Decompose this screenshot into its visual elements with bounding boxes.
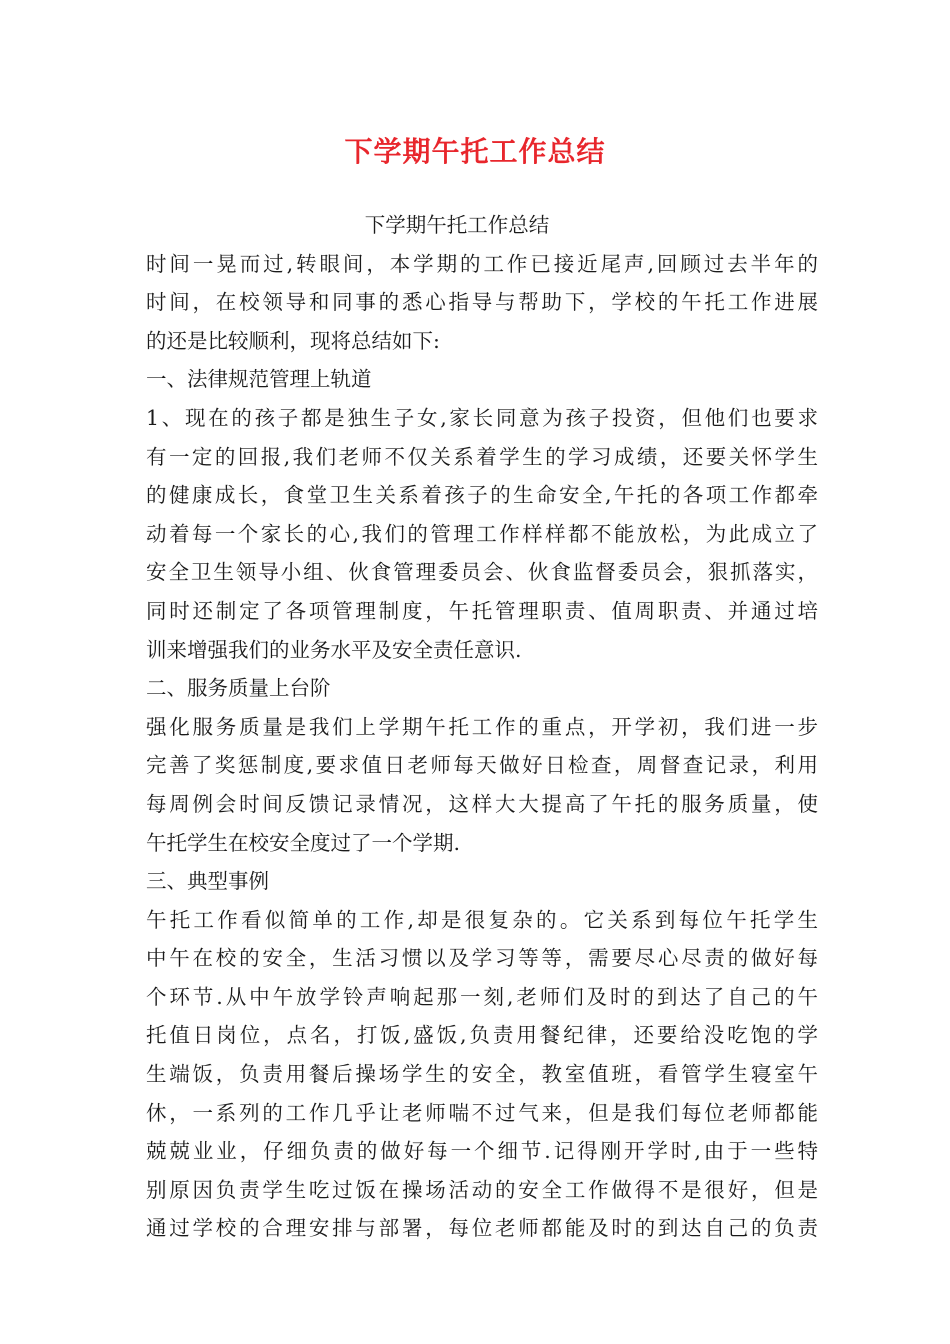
text-line: 休，一系列的工作几乎让老师喘不过气来，但是我们每位老师都能	[146, 1100, 818, 1125]
text-line: 1、现在的孩子都是独生子女,家长同意为孩子投资，但他们也要求	[146, 405, 818, 430]
text-line: 生端饭，负责用餐后操场学生的安全，教室值班，看管学生寝室午	[146, 1062, 818, 1087]
text-line: 通过学校的合理安排与部署，每位老师都能及时的到达自己的负责	[146, 1216, 818, 1241]
text-line: 个环节.从中午放学铃声响起那一刻,老师们及时的到达了自己的午	[146, 984, 818, 1009]
text-line: 完善了奖惩制度,要求值日老师每天做好日检查，周督查记录，利用	[146, 753, 818, 778]
text-line: 二、服务质量上台阶	[146, 676, 331, 701]
text-line: 有一定的回报,我们老师不仅关系着学生的学习成绩，还要关怀学生	[146, 444, 818, 469]
text-line: 午托学生在校安全度过了一个学期.	[146, 830, 461, 855]
text-line: 动着每一个家长的心,我们的管理工作样样都不能放松，为此成立了	[146, 521, 818, 546]
text-line: 的还是比较顺利，现将总结如下:	[146, 328, 440, 353]
text-line: 三、典型事例	[146, 869, 269, 894]
text-line: 安全卫生领导小组、伙食管理委员会、伙食监督委员会，狠抓落实，	[146, 560, 818, 585]
text-line: 一、法律规范管理上轨道	[146, 367, 372, 392]
text-line: 训来增强我们的业务水平及安全责任意识.	[146, 637, 522, 662]
text-line: 中午在校的安全，生活习惯以及学习等等，需要尽心尽责的做好每	[146, 946, 818, 971]
text-line: 每周例会时间反馈记录情况，这样大大提高了午托的服务质量，使	[146, 791, 818, 816]
text-line: 的健康成长，食堂卫生关系着孩子的生命安全,午托的各项工作都牵	[146, 483, 818, 508]
text-line: 同时还制定了各项管理制度，午托管理职责、值周职责、并通过培	[146, 598, 818, 623]
document-body	[146, 206, 818, 1248]
text-line: 托值日岗位，点名，打饭,盛饭,负责用餐纪律，还要给没吃饱的学	[146, 1023, 818, 1048]
text-line: 午托工作看似简单的工作,却是很复杂的。它关系到每位午托学生	[146, 907, 818, 932]
text-line: 兢兢业业，仔细负责的做好每一个细节.记得刚开学时,由于一些特	[146, 1139, 818, 1164]
text-line: 时间一晃而过,转眼间，本学期的工作已接近尾声,回顾过去半年的	[146, 251, 818, 276]
document-subtitle: 下学期午托工作总结	[364, 213, 550, 237]
text-line: 别原因负责学生吃过饭在操场活动的安全工作做得不是很好，但是	[146, 1177, 818, 1202]
text-line: 时间，在校领导和同事的悉心指导与帮助下，学校的午托工作进展	[146, 290, 818, 315]
text-line: 强化服务质量是我们上学期午托工作的重点，开学初，我们进一步	[146, 714, 818, 739]
document-title: 下学期午托工作总结	[344, 135, 606, 168]
